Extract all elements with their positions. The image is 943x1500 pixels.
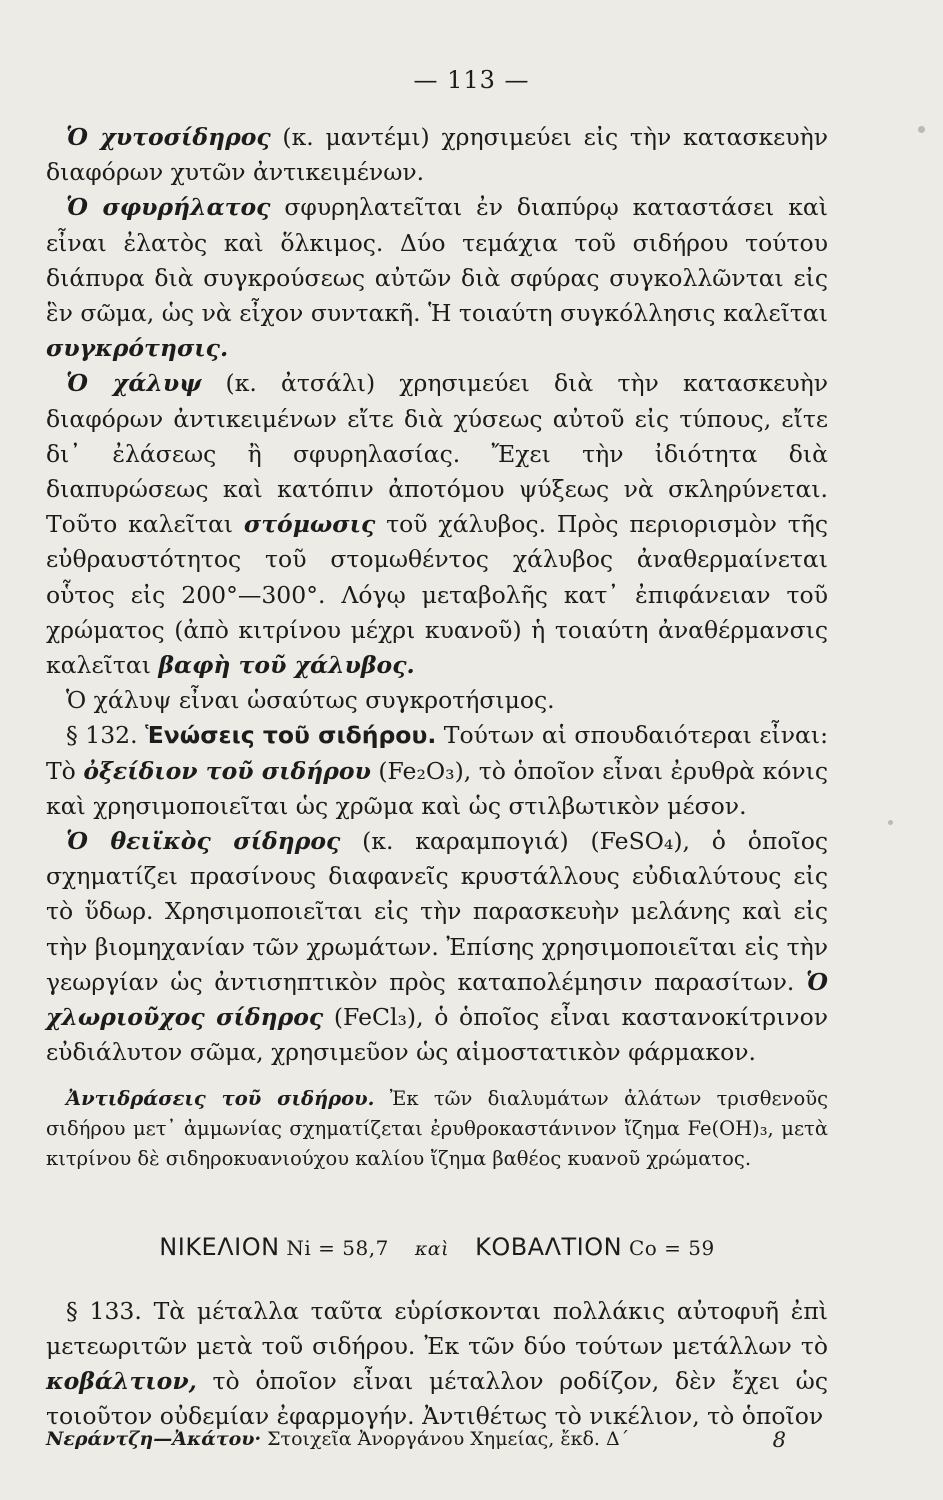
paragraph-reactions	[46, 1084, 828, 1174]
section-title	[46, 1230, 828, 1267]
paragraph-text: τὸ ὁποῖον εἶναι μέταλλον ροδίζον, δὲν ἔχει ὡς τοιοῦτον οὐδεμίαν ἐφαρμογήν. Ἀντιθέτως τὸ νικέλιον, τὸ ὁποῖον	[46, 1367, 828, 1431]
section-133	[46, 1294, 828, 1435]
footer-authors: Νεράντζη—Ἀκάτου·	[46, 1428, 262, 1450]
paragraph-text: (κ. μαντέμι) χρησιμεύει εἰς τὴν κατασκευὴν διαφόρων χυτῶν ἀντικειμένων.	[46, 123, 828, 187]
paragraph-text: (Fe₂O₃), τὸ ὁποῖον εἶναι ἐρυθρὰ κόνις καὶ χρησιμοποιεῖται ὡς χρῶμα καὶ ὡς στιλβωτικὸν μέσον.	[46, 756, 829, 820]
body-text	[46, 120, 828, 1435]
footer-book-title: Στοιχεῖα Ἀνοργάνου Χημείας, ἔκδ. Δ´	[267, 1428, 630, 1450]
title-cobalt: ΚΟΒΑΛΤΙΟΝ	[475, 1233, 623, 1262]
paragraph-text: τοῦ χάλυβος. Πρὸς περιορισμὸν τῆς εὐθραυστότητος τοῦ στομωθέντος χάλυβος ἀναθερμαίνεται οὗτος εἰς 200°—300°. Λόγῳ μεταβολῆς κατ᾽ ἐπιφάνειαν τοῦ χρώματος (ἀπὸ κιτρίνου μέχρι κυανοῦ) ἡ τοιαύτη ἀναθέρμανσις καλεῖται	[46, 510, 829, 680]
signature-mark: 8	[772, 1428, 786, 1452]
term-quenching: στόμωσις	[243, 510, 376, 539]
paragraph-text: (FeCl₃), ὁ ὁποῖος εἶναι καστανοκίτρινον εὐδιάλυτον σῶμα, χρησιμεῦον ὡς αἱμοστατικὸν φάρμακον.	[46, 1003, 828, 1067]
paragraph-steel-weldable: Ὁ χάλυψ εἶναι ὡσαύτως συγκροτήσιμος.	[66, 686, 555, 715]
paragraph-iron-sulfate	[46, 824, 828, 1070]
paragraph-wrought-iron	[46, 190, 828, 366]
section-132	[46, 718, 828, 824]
cobalt-mass: Co = 59	[622, 1236, 715, 1261]
page-footer	[46, 1428, 786, 1452]
term-cast-iron: Ὁ χυτοσίδηρος	[66, 123, 271, 151]
ink-spot	[888, 820, 893, 825]
paragraph-text: (κ. ἀτσάλι) χρησιμεύει διὰ τὴν κατασκευὴν διαφόρων ἀντικειμένων εἴτε διὰ χύσεως αὐτοῦ εἰς τύπους, εἴτε δι᾽ ἐλάσεως ἢ σφυρηλασίας. Ἔχει τὴν ἰδιότητα διὰ διαπυρώσεως καὶ κατόπιν ἀποτόμου ψύξεως νὰ σκληρύνεται. Τοῦτο καλεῖται	[46, 369, 829, 539]
paragraph-text: (κ. καραμπογιά) (FeSO₄), ὁ ὁποῖος σχηματίζει πρασίνους διαφανεῖς κρυστάλλους εὐδιαλύτους εἰς τὸ ὕδωρ. Χρησιμοποιεῖται εἰς τὴν παρασκευὴν μελάνης καὶ εἰς τὴν βιομηχανίαν τῶν χρωμάτων. Ἐπίσης χρησιμοποιεῖται εἰς τὴν γεωργίαν ὡς ἀντισηπτικὸν πρὸς καταπολέμησιν παρασίτων.	[46, 827, 829, 996]
term-welding: συγκρότησις.	[46, 334, 229, 363]
section-heading: Ἑνώσεις τοῦ σιδήρου.	[145, 721, 437, 750]
section-number: § 133.	[66, 1296, 142, 1325]
title-nickel: ΝΙΚΕΛΙΟΝ	[159, 1233, 280, 1262]
paragraph-steel	[46, 366, 828, 683]
ink-spot	[918, 126, 925, 133]
term-iron-oxide: ὀξείδιον τοῦ σιδήρου	[83, 756, 371, 785]
page-number: — 113 —	[413, 66, 530, 94]
paragraph-cast-iron	[46, 120, 828, 190]
term-iron-chloride: Ὁ χλωριοῦχος σίδηρος	[46, 967, 828, 1032]
term-reactions: Ἀντιδράσεις τοῦ σιδήρου.	[66, 1087, 375, 1111]
term-tempering: βαφὴ τοῦ χάλυβος.	[158, 651, 415, 680]
term-iron-sulfate: Ὁ θειϊκὸς σίδηρος	[66, 827, 341, 856]
term-cobalt: κοβάλτιον,	[46, 1367, 197, 1396]
paragraph-text: Ἐκ τῶν διαλυμάτων ἁλάτων τρισθενοῦς σιδήρου μετ᾽ ἀμμωνίας σχηματίζεται ἐρυθροκαστάνινον ἴζημα Fe(OH)₃, μετὰ κιτρίνου δὲ σιδηροκυανιούχου καλίου ἴζημα βαθέος κυανοῦ χρώματος.	[46, 1087, 829, 1171]
paragraph-text: Τούτων αἱ σπουδαιότεραι εἶναι: Τὸ	[46, 721, 829, 785]
nickel-mass: Ni = 58,7	[279, 1236, 389, 1261]
footer-book-info	[46, 1428, 629, 1452]
term-wrought-iron: Ὁ σφυρήλατος	[66, 193, 271, 222]
paragraph-text: Τὰ μέταλλα ταῦτα εὑρίσκονται πολλάκις αὐτοφυῆ ἐπὶ μετεωριτῶν μετὰ τοῦ σιδήρου. Ἐκ τῶν δύο τούτων μετάλλων τὸ	[46, 1296, 829, 1360]
paragraph-text: σφυρηλατεῖται ἐν διαπύρῳ καταστάσει καὶ εἶναι ἐλατὸς καὶ ὅλκιμος. Δύο τεμάχια τοῦ σιδήρου τούτου διάπυρα διὰ συγκρούσεως αὐτῶν διὰ σφύρας συγκολλῶνται εἰς ἓν σῶμα, ὡς νὰ εἶχον συντακῆ. Ἡ τοιαύτη συγκόλλησις καλεῖται	[46, 193, 828, 328]
term-steel: Ὁ χάλυψ	[66, 369, 202, 398]
title-and: καὶ	[414, 1238, 450, 1261]
section-number: § 132.	[66, 721, 146, 750]
